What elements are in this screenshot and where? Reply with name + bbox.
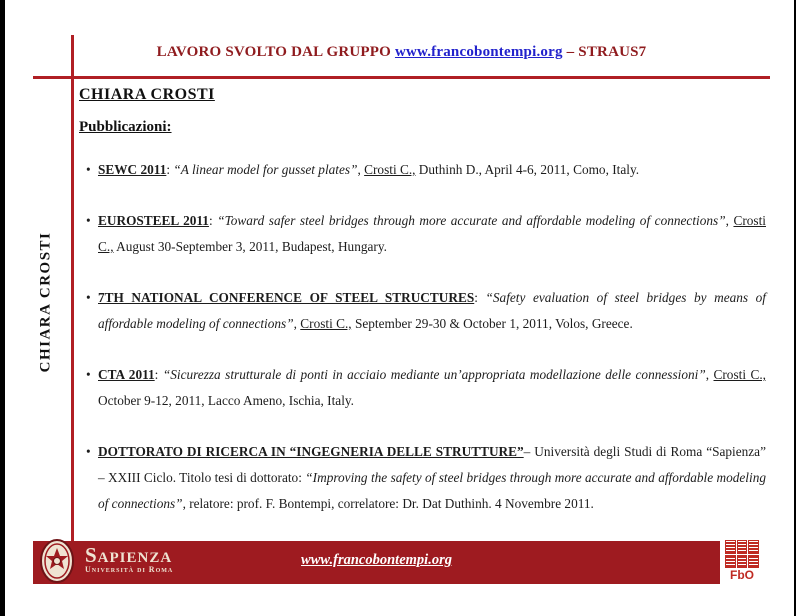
- publication-item: [86, 285, 766, 337]
- title-link[interactable]: www.francobontempi.org: [394, 44, 563, 60]
- publication-item: [86, 208, 766, 260]
- section-heading: Pubblicazioni:: [79, 119, 172, 135]
- slide-title: [33, 44, 770, 61]
- bullet-icon: •: [86, 162, 91, 177]
- publications-list: [86, 157, 766, 542]
- sapienza-logo-subtitle: Università di Roma: [85, 565, 174, 574]
- sidebar-vertical-label: CHIARA CROSTI: [37, 231, 54, 373]
- publication-text: DOTTORATO DI RICERCA IN “INGEGNERIA DELLE STRUTTURE”– Università degli Studi di Roma “Sapienza” – XXIII Ciclo. Titolo tesi di dottorato: “Improving the safety of steel bridges through more accurate and affordable modeling of connections”, relatore: prof. F. Bontempi, correlatore: Dr. Dat Duthinh. 4 Novembre 2011.: [98, 444, 766, 511]
- left-frame-bar: [0, 0, 5, 616]
- publication-text: 7TH NATIONAL CONFERENCE OF STEEL STRUCTURES: “Safety evaluation of steel bridges by means of affordable modeling of connections”, Crosti C., September 29-30 & October 1, 2011, Volos, Greece.: [98, 290, 766, 331]
- fbo-stamp-icon: [722, 538, 762, 586]
- bullet-icon: •: [86, 213, 91, 228]
- publication-text: EUROSTEEL 2011: “Toward safer steel bridges through more accurate and affordable modeling of connections”, Crosti C., August 30-September 3, 2011, Budapest, Hungary.: [98, 213, 766, 254]
- vertical-rule: [71, 35, 74, 541]
- publication-item: [86, 439, 766, 517]
- publication-text: SEWC 2011: “A linear model for gusset plates”, Crosti C., Duthinh D., April 4-6, 2011, Como, Italy.: [98, 162, 640, 177]
- footer-link[interactable]: www.francobontempi.org: [301, 552, 452, 568]
- title-suffix: – STRAUS7: [562, 44, 647, 60]
- title-prefix: LAVORO SVOLTO DAL GRUPPO: [156, 44, 395, 60]
- fbo-stamp-label: FbO: [725, 569, 759, 583]
- footer-bar: [33, 541, 720, 584]
- bullet-icon: •: [86, 444, 91, 459]
- right-frame-bar: [794, 0, 796, 616]
- publication-text: CTA 2011: “Sicurezza strutturale di ponti in acciaio mediante un’appropriata modellazione delle connessioni”, Crosti C., October 9-12, 2011, Lacco Ameno, Ischia, Italy.: [98, 367, 766, 408]
- publication-item: [86, 157, 766, 183]
- sapienza-logo-title: Sapienza: [85, 543, 173, 567]
- publication-item: [86, 362, 766, 414]
- horizontal-rule: [33, 76, 770, 79]
- bullet-icon: •: [86, 367, 91, 382]
- bullet-icon: •: [86, 290, 91, 305]
- fbo-stamp-glyphs: [725, 540, 759, 568]
- page-heading: CHIARA CROSTI: [79, 86, 215, 103]
